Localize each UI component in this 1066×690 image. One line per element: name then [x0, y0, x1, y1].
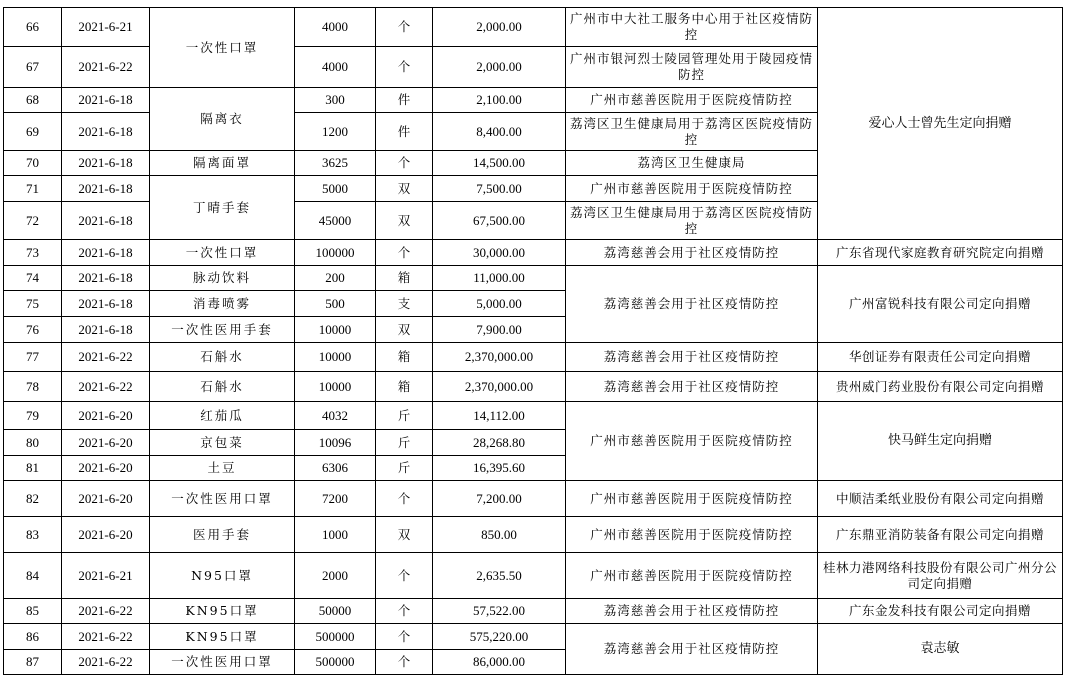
unit: 个 [376, 240, 433, 266]
item-name: 京包菜 [150, 430, 295, 456]
donation-date: 2021-6-18 [62, 113, 150, 151]
table-row [4, 343, 1063, 372]
amount: 57,522.00 [433, 599, 566, 624]
unit: 个 [376, 151, 433, 176]
unit: 个 [376, 624, 433, 650]
destination: 广州市慈善医院用于医院疫情防控 [566, 481, 818, 517]
amount: 2,370,000.00 [433, 343, 566, 372]
donation-date: 2021-6-18 [62, 240, 150, 266]
destination: 荔湾区卫生健康局 [566, 151, 818, 176]
unit: 个 [376, 650, 433, 675]
amount: 850.00 [433, 517, 566, 553]
unit: 件 [376, 113, 433, 151]
unit: 斤 [376, 456, 433, 481]
unit: 箱 [376, 343, 433, 372]
row-number: 75 [4, 291, 62, 317]
row-number: 78 [4, 372, 62, 402]
amount: 575,220.00 [433, 624, 566, 650]
item-name: 一次性医用口罩 [150, 481, 295, 517]
table-row [4, 372, 1063, 402]
amount: 7,900.00 [433, 317, 566, 343]
amount: 14,112.00 [433, 402, 566, 430]
amount: 14,500.00 [433, 151, 566, 176]
destination: 荔湾慈善会用于社区疫情防控 [566, 624, 818, 675]
row-number: 83 [4, 517, 62, 553]
unit: 个 [376, 47, 433, 88]
table-row [4, 266, 1063, 291]
row-number: 81 [4, 456, 62, 481]
row-number: 73 [4, 240, 62, 266]
unit: 双 [376, 176, 433, 202]
unit: 个 [376, 481, 433, 517]
donation-date: 2021-6-22 [62, 624, 150, 650]
destination: 广州市慈善医院用于医院疫情防控 [566, 517, 818, 553]
donation-date: 2021-6-18 [62, 266, 150, 291]
donation-date: 2021-6-18 [62, 176, 150, 202]
quantity: 300 [295, 88, 376, 113]
item-name: 脉动饮料 [150, 266, 295, 291]
table-row [4, 8, 1063, 47]
donor: 广东省现代家庭教育研究院定向捐赠 [818, 240, 1063, 266]
donation-table [3, 7, 1063, 675]
amount: 86,000.00 [433, 650, 566, 675]
quantity: 10000 [295, 372, 376, 402]
destination: 荔湾慈善会用于社区疫情防控 [566, 240, 818, 266]
quantity: 45000 [295, 202, 376, 240]
destination: 荔湾区卫生健康局用于荔湾区医院疫情防控 [566, 113, 818, 151]
quantity: 200 [295, 266, 376, 291]
row-number: 72 [4, 202, 62, 240]
row-number: 70 [4, 151, 62, 176]
donation-date: 2021-6-20 [62, 402, 150, 430]
item-name: 一次性医用手套 [150, 317, 295, 343]
donor: 广东金发科技有限公司定向捐赠 [818, 599, 1063, 624]
destination: 广州市中大社工服务中心用于社区疫情防控 [566, 8, 818, 47]
item-name: 一次性医用口罩 [150, 650, 295, 675]
item-name: 一次性口罩 [150, 240, 295, 266]
quantity: 5000 [295, 176, 376, 202]
quantity: 1000 [295, 517, 376, 553]
quantity: 50000 [295, 599, 376, 624]
quantity: 10096 [295, 430, 376, 456]
destination: 广州市慈善医院用于医院疫情防控 [566, 402, 818, 481]
amount: 2,000.00 [433, 47, 566, 88]
unit: 个 [376, 599, 433, 624]
quantity: 3625 [295, 151, 376, 176]
amount: 30,000.00 [433, 240, 566, 266]
row-number: 85 [4, 599, 62, 624]
item-name: 消毒喷雾 [150, 291, 295, 317]
row-number: 77 [4, 343, 62, 372]
donation-date: 2021-6-22 [62, 372, 150, 402]
amount: 67,500.00 [433, 202, 566, 240]
unit: 双 [376, 517, 433, 553]
item-name: N95口罩 [150, 553, 295, 599]
table-row [4, 402, 1063, 430]
quantity: 4032 [295, 402, 376, 430]
quantity: 6306 [295, 456, 376, 481]
unit: 双 [376, 202, 433, 240]
destination: 荔湾慈善会用于社区疫情防控 [566, 266, 818, 343]
unit: 支 [376, 291, 433, 317]
donor: 贵州威门药业股份有限公司定向捐赠 [818, 372, 1063, 402]
destination: 荔湾慈善会用于社区疫情防控 [566, 599, 818, 624]
destination: 广州市慈善医院用于医院疫情防控 [566, 176, 818, 202]
unit: 箱 [376, 266, 433, 291]
amount: 2,635.50 [433, 553, 566, 599]
amount: 8,400.00 [433, 113, 566, 151]
item-name: KN95口罩 [150, 599, 295, 624]
quantity: 500000 [295, 624, 376, 650]
row-number: 84 [4, 553, 62, 599]
row-number: 69 [4, 113, 62, 151]
donor: 广东鼎亚消防装备有限公司定向捐赠 [818, 517, 1063, 553]
amount: 28,268.80 [433, 430, 566, 456]
destination: 荔湾区卫生健康局用于荔湾区医院疫情防控 [566, 202, 818, 240]
donor: 广州富锐科技有限公司定向捐赠 [818, 266, 1063, 343]
donation-date: 2021-6-18 [62, 291, 150, 317]
quantity: 2000 [295, 553, 376, 599]
donation-date: 2021-6-18 [62, 317, 150, 343]
amount: 16,395.60 [433, 456, 566, 481]
unit: 个 [376, 8, 433, 47]
destination: 荔湾慈善会用于社区疫情防控 [566, 343, 818, 372]
row-number: 80 [4, 430, 62, 456]
unit: 斤 [376, 430, 433, 456]
destination: 广州市银河烈士陵园管理处用于陵园疫情防控 [566, 47, 818, 88]
donation-date: 2021-6-21 [62, 8, 150, 47]
donor: 袁志敏 [818, 624, 1063, 675]
amount: 7,500.00 [433, 176, 566, 202]
donation-date: 2021-6-22 [62, 650, 150, 675]
quantity: 1200 [295, 113, 376, 151]
donation-date: 2021-6-22 [62, 47, 150, 88]
row-number: 67 [4, 47, 62, 88]
donation-date: 2021-6-21 [62, 553, 150, 599]
quantity: 500 [295, 291, 376, 317]
row-number: 66 [4, 8, 62, 47]
item-name: 隔离面罩 [150, 151, 295, 176]
donor: 华创证券有限责任公司定向捐赠 [818, 343, 1063, 372]
item-name: 红茄瓜 [150, 402, 295, 430]
row-number: 68 [4, 88, 62, 113]
row-number: 87 [4, 650, 62, 675]
row-number: 71 [4, 176, 62, 202]
table-row [4, 599, 1063, 624]
donor: 中顺洁柔纸业股份有限公司定向捐赠 [818, 481, 1063, 517]
table-row [4, 240, 1063, 266]
unit: 双 [376, 317, 433, 343]
quantity: 10000 [295, 317, 376, 343]
row-number: 79 [4, 402, 62, 430]
quantity: 4000 [295, 47, 376, 88]
donation-date: 2021-6-20 [62, 517, 150, 553]
donation-date: 2021-6-22 [62, 343, 150, 372]
amount: 2,000.00 [433, 8, 566, 47]
unit: 个 [376, 553, 433, 599]
item-name: 土豆 [150, 456, 295, 481]
row-number: 82 [4, 481, 62, 517]
item-name: 丁晴手套 [150, 176, 295, 240]
donor: 桂林力港网络科技股份有限公司广州分公司定向捐赠 [818, 553, 1063, 599]
destination: 荔湾慈善会用于社区疫情防控 [566, 372, 818, 402]
amount: 2,100.00 [433, 88, 566, 113]
quantity: 100000 [295, 240, 376, 266]
item-name: 隔离衣 [150, 88, 295, 151]
unit: 箱 [376, 372, 433, 402]
table-row [4, 517, 1063, 553]
row-number: 86 [4, 624, 62, 650]
unit: 件 [376, 88, 433, 113]
amount: 7,200.00 [433, 481, 566, 517]
donor: 快马鲜生定向捐赠 [818, 402, 1063, 481]
item-name: 石斛水 [150, 343, 295, 372]
donation-date: 2021-6-18 [62, 88, 150, 113]
destination: 广州市慈善医院用于医院疫情防控 [566, 88, 818, 113]
amount: 2,370,000.00 [433, 372, 566, 402]
item-name: 一次性口罩 [150, 8, 295, 88]
donation-date: 2021-6-20 [62, 430, 150, 456]
amount: 11,000.00 [433, 266, 566, 291]
donation-date: 2021-6-20 [62, 456, 150, 481]
row-number: 76 [4, 317, 62, 343]
quantity: 500000 [295, 650, 376, 675]
destination: 广州市慈善医院用于医院疫情防控 [566, 553, 818, 599]
item-name: 医用手套 [150, 517, 295, 553]
table-row [4, 553, 1063, 599]
unit: 斤 [376, 402, 433, 430]
table-row [4, 481, 1063, 517]
table-row [4, 624, 1063, 650]
item-name: KN95口罩 [150, 624, 295, 650]
quantity: 10000 [295, 343, 376, 372]
donation-date: 2021-6-18 [62, 151, 150, 176]
amount: 5,000.00 [433, 291, 566, 317]
donor: 爱心人士曾先生定向捐赠 [818, 8, 1063, 240]
item-name: 石斛水 [150, 372, 295, 402]
donation-date: 2021-6-20 [62, 481, 150, 517]
quantity: 4000 [295, 8, 376, 47]
row-number: 74 [4, 266, 62, 291]
donation-date: 2021-6-22 [62, 599, 150, 624]
donation-date: 2021-6-18 [62, 202, 150, 240]
quantity: 7200 [295, 481, 376, 517]
